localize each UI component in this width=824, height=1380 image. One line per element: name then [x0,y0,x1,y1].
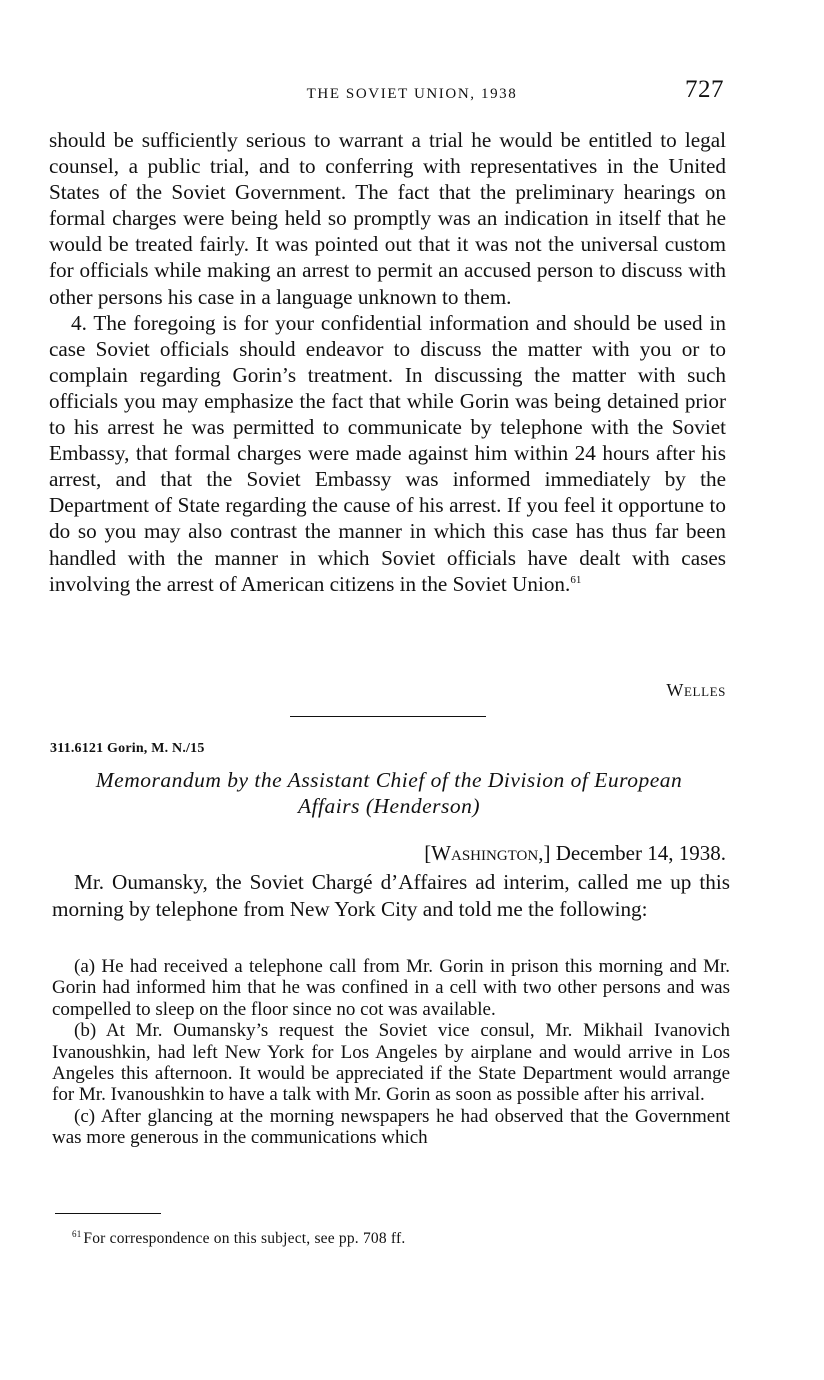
signature: Welles [666,680,726,700]
memo-item-b: (b) At Mr. Oumansky’s request the Soviet vice consul, Mr. Mikhail Ivanovich Ivanoushkin, had left New York for Los Angeles by airplane and would arrive in Los Angeles this afternoon. It would be appreciated if the State Department would arrange for Mr. Ivanoushkin to have a talk with Mr. Gorin as soon as possible after his arrival. [52,1020,730,1106]
memo-title-line-1: Memorandum by the Assistant Chief of the Division of European [95,768,683,792]
memo-items [52,956,730,1149]
section-divider [290,716,486,717]
paragraph-4-text: 4. The foregoing is for your confidential information and should be used in case Soviet officials should endeavor to discuss the matter with you or to complain regarding Gorin’s treatment. In discussing the matter with such officials you may emphasize the fact that while Gorin was being detained prior to his arrest he was permitted to communicate by telephone with the Soviet Embassy, that formal charges were made against him within 24 hours after his arrest, and that the Soviet Embassy was informed immediately by the Department of State regarding the cause of his arrest. If you feel it opportune to do so you may also contrast the manner in which this case has thus far been handled with the manner in which Soviet officials have dealt with cases involving the arrest of American citizens in the Soviet Union. [49,310,726,596]
dateline-date: December 14, 1938. [555,841,726,865]
file-reference: 311.6121 Gorin, M. N./15 [50,741,205,756]
dateline [424,841,726,866]
running-head: THE SOVIET UNION, 1938 [306,86,518,102]
dateline-place: [Washington,] [424,841,551,865]
memo-intro [52,869,730,923]
memo-title-line-2: Affairs (Henderson) [297,794,481,818]
memo-intro-text: Mr. Oumansky, the Soviet Chargé d’Affaires ad interim, called me up this morning by telephone from New York City and told me the following: [52,870,730,921]
footnote [72,1230,405,1248]
memo-item-c: (c) After glancing at the morning newspapers he had observed that the Government was more generous in the communications which [52,1105,730,1149]
memo-item-a: (a) He had received a telephone call from Mr. Gorin in prison this morning and Mr. Gorin had informed him that he was confined in a cell with two other persons and was compelled to sleep on the floor since no cot was available. [52,956,730,1020]
page-number: 727 [685,76,724,103]
memo-title [49,767,729,819]
paragraph-4 [49,310,726,597]
footnote-divider [55,1213,161,1214]
paragraph-continuation: should be sufficiently serious to warrant a trial he would be entitled to legal counsel, a public trial, and to conferring with representatives in the United States of the Soviet Government. The fact that the preliminary hearings on formal charges were being held so promptly was an indication in itself that he would be treated fairly. It was pointed out that it was not the universal custom for officials while making an arrest to permit an accused person to discuss with other persons his case in a language unknown to them. [49,128,726,309]
footnote-mark: 61 [72,1228,82,1239]
continuation-text [49,127,726,597]
footnote-reference: 61 [570,573,582,586]
footnote-text: For correspondence on this subject, see pp. 708 ff. [83,1230,406,1247]
